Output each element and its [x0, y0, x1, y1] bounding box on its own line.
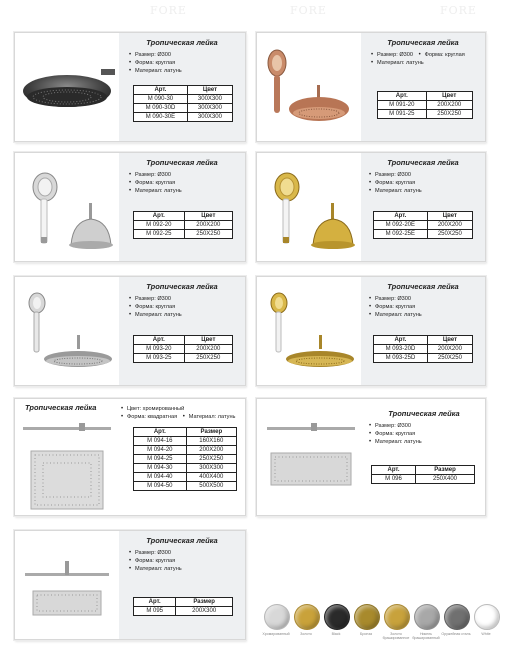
product-card-m094: [14, 398, 246, 516]
feature-item: • Форма: круглая: [369, 303, 485, 311]
spec-table: [133, 335, 233, 363]
feature-item: • Размер: Ø300: [129, 171, 245, 179]
col-header-size: Размер: [176, 598, 233, 607]
spec-table: [373, 211, 473, 239]
table-cell: 200X200: [184, 221, 232, 230]
table-cell: M 093-20D: [374, 345, 428, 354]
copper-shower-set-icon: [257, 33, 361, 141]
table-row: [374, 354, 473, 363]
feature-item: • Материал: латунь: [129, 187, 245, 195]
feature-list: [121, 405, 245, 421]
table-cell: M 094-40: [134, 473, 187, 482]
table-cell: 200X300: [176, 607, 233, 616]
gold-shower-set-icon: [257, 277, 361, 385]
swatch-brushed-gold: [384, 604, 410, 630]
feature-item: • Размер: Ø300: [371, 51, 413, 59]
table-cell: M 090-30: [134, 95, 188, 104]
table-row: [374, 230, 473, 239]
feature-item: • Материал: латунь: [183, 413, 236, 421]
table-cell: 250X250: [186, 455, 236, 464]
table-cell: 250X250: [427, 230, 472, 239]
feature-item: • Материал: латунь: [369, 311, 485, 319]
product-image: [15, 153, 119, 261]
table-row: [134, 104, 233, 113]
feature-item: • Форма: круглая: [129, 303, 245, 311]
table-cell: 500X500: [186, 482, 236, 491]
product-title: Тропическая лейка: [25, 403, 97, 412]
product-info-panel: [361, 33, 485, 141]
feature-item: • Размер: Ø300: [129, 549, 245, 557]
feature-item: • Цвет: хромированный: [121, 405, 184, 413]
product-info-panel: [119, 277, 245, 385]
table-row: [374, 221, 473, 230]
feature-list: [129, 171, 245, 195]
feature-item: • Форма: круглая: [369, 430, 485, 438]
col-header-color: Цвет: [187, 86, 232, 95]
table-cell: 160X160: [186, 437, 236, 446]
table-row: [134, 482, 237, 491]
spec-table: [133, 85, 233, 122]
feature-item: • Размер: Ø300: [129, 51, 245, 59]
col-header-art: Арт.: [134, 212, 185, 221]
swatch-gunmetal: [444, 604, 470, 630]
col-header-color: Цвет: [427, 212, 472, 221]
table-cell: M 096: [372, 475, 416, 484]
product-title: Тропическая лейка: [146, 282, 218, 291]
feature-item: • Размер: Ø300: [369, 171, 485, 179]
col-header-art: Арт.: [134, 428, 187, 437]
rectangular-shower-head-icon: [259, 407, 363, 507]
col-header-color: Цвет: [184, 336, 232, 345]
col-header-art: Арт.: [374, 336, 428, 345]
product-card-m093: [14, 276, 246, 386]
table-row: [134, 230, 233, 239]
product-image: [257, 33, 361, 141]
table-row: [134, 473, 237, 482]
swatch-bronze: [354, 604, 380, 630]
col-header-color: Цвет: [427, 336, 472, 345]
table-row: [372, 475, 475, 484]
watermark-2: FORE: [290, 4, 327, 17]
swatch-gold: [294, 604, 320, 630]
product-card-m092e: [256, 152, 486, 262]
col-header-art: Арт.: [378, 92, 427, 101]
spec-table: [133, 427, 237, 491]
swatch-label: Оружейная сталь: [441, 632, 471, 636]
table-cell: M 092-20E: [374, 221, 428, 230]
feature-item: • Материал: латунь: [129, 311, 245, 319]
table-cell: M 095: [134, 607, 176, 616]
table-row: [134, 446, 237, 455]
table-row: [134, 437, 237, 446]
table-cell: M 093-25: [134, 354, 185, 363]
table-cell: M 094-25: [134, 455, 187, 464]
table-cell: M 093-20: [134, 345, 185, 354]
swatch-label: Бронза: [360, 632, 372, 636]
table-cell: M 094-30: [134, 464, 187, 473]
table-cell: 300X300: [187, 104, 232, 113]
table-row: [134, 464, 237, 473]
swatch-label: Хромированный: [262, 632, 290, 636]
col-header-size: Размер: [416, 466, 475, 475]
product-title: Тропическая лейка: [387, 282, 459, 291]
table-cell: 250X250: [184, 230, 232, 239]
product-title: Тропическая лейка: [387, 38, 459, 47]
table-row: [134, 95, 233, 104]
product-info-panel: [363, 399, 485, 515]
table-row: [134, 354, 233, 363]
feature-item: • Форма: круглая: [129, 179, 245, 187]
spec-table: [133, 211, 233, 239]
chrome-shower-set-icon: [15, 277, 119, 385]
swatch-label: Золото: [300, 632, 312, 636]
feature-item: • Размер: Ø300: [369, 295, 485, 303]
table-cell: 300X300: [187, 113, 232, 122]
feature-item: • Размер: Ø300: [129, 295, 245, 303]
product-card-m093d: [256, 276, 486, 386]
product-image: [15, 277, 119, 385]
product-image: [257, 277, 361, 385]
col-header-art: Арт.: [134, 336, 185, 345]
feature-item: • Форма: круглая: [369, 179, 485, 187]
feature-list: [369, 422, 485, 446]
square-shower-head-icon: [19, 413, 123, 513]
table-cell: M 094-50: [134, 482, 187, 491]
product-info-panel: [119, 153, 245, 261]
table-row: [134, 345, 233, 354]
table-cell: 200X200: [186, 446, 236, 455]
color-swatches: [262, 604, 508, 656]
col-header-art: Арт.: [372, 466, 416, 475]
feature-list: [129, 295, 245, 319]
col-header-color: Цвет: [426, 92, 472, 101]
feature-item: • Форма: квадратная: [121, 413, 177, 421]
table-cell: M 091-20: [378, 101, 427, 110]
swatch-brushed-nickel: [414, 604, 440, 630]
product-info-panel: [361, 153, 485, 261]
swatch-label: White: [481, 632, 491, 636]
feature-list: [369, 171, 485, 195]
table-cell: 200X200: [184, 345, 232, 354]
swatch-label: Black: [331, 632, 341, 636]
feature-item: • Материал: латунь: [369, 187, 485, 195]
swatch-white: [474, 604, 500, 630]
table-cell: M 092-20: [134, 221, 185, 230]
table-cell: 250X250: [427, 354, 472, 363]
col-header-art: Арт.: [374, 212, 428, 221]
product-title: Тропическая лейка: [388, 409, 460, 418]
table-row: [378, 110, 473, 119]
col-header-art: Арт.: [134, 86, 188, 95]
table-cell: M 090-30E: [134, 113, 188, 122]
table-cell: M 092-25E: [374, 230, 428, 239]
spec-table: [133, 597, 233, 616]
chrome-shower-set-icon: [15, 153, 119, 261]
col-header-size: Размер: [186, 428, 236, 437]
table-cell: 300X300: [187, 95, 232, 104]
table-row: [134, 113, 233, 122]
table-cell: 250X250: [426, 110, 472, 119]
product-info-panel: [361, 277, 485, 385]
table-row: [134, 607, 233, 616]
feature-list: [129, 549, 245, 573]
table-cell: 300X300: [186, 464, 236, 473]
swatch-label: Золото брашированное: [382, 632, 410, 640]
swatch-black: [324, 604, 350, 630]
table-cell: 250X250: [184, 354, 232, 363]
watermark-3: FORE: [440, 4, 477, 17]
rectangular-shower-head-icon: [15, 531, 119, 639]
feature-item: • Материал: латунь: [371, 59, 424, 67]
spec-table: [377, 91, 473, 119]
product-image: [15, 531, 119, 639]
table-row: [374, 345, 473, 354]
watermark-1: FORE: [150, 4, 187, 17]
product-card-m096: [256, 398, 486, 516]
feature-item: • Материал: латунь: [369, 438, 485, 446]
table-row: [378, 101, 473, 110]
product-title: Тропическая лейка: [146, 158, 218, 167]
product-info-panel: [119, 531, 245, 639]
product-image: [257, 153, 361, 261]
table-cell: M 094-20: [134, 446, 187, 455]
col-header-color: Цвет: [184, 212, 232, 221]
table-row: [134, 221, 233, 230]
round-shower-head-icon: [15, 33, 119, 141]
table-cell: 200X200: [427, 345, 472, 354]
product-card-m092: [14, 152, 246, 262]
product-title: Тропическая лейка: [387, 158, 459, 167]
product-title: Тропическая лейка: [146, 536, 218, 545]
feature-item: • Материал: латунь: [129, 67, 245, 75]
product-card-m091: [256, 32, 486, 142]
table-row: [134, 455, 237, 464]
feature-item: • Форма: круглая: [129, 557, 245, 565]
spec-table: [371, 465, 475, 484]
table-cell: M 090-30D: [134, 104, 188, 113]
product-card-m090: [14, 32, 246, 142]
product-info-panel: [119, 33, 245, 141]
table-cell: M 093-25D: [374, 354, 428, 363]
product-title: Тропическая лейка: [146, 38, 218, 47]
feature-item: • Форма: круглая: [419, 51, 465, 59]
feature-list: [371, 51, 481, 67]
feature-item: • Размер: Ø300: [369, 422, 485, 430]
swatch-label: Никель брашированный: [412, 632, 440, 640]
table-cell: 250X400: [416, 475, 475, 484]
feature-item: • Материал: латунь: [129, 565, 245, 573]
table-cell: M 094-16: [134, 437, 187, 446]
table-cell: 200X200: [427, 221, 472, 230]
feature-list: [129, 51, 245, 75]
table-cell: M 091-25: [378, 110, 427, 119]
swatch-chrome: [264, 604, 290, 630]
spec-table: [373, 335, 473, 363]
product-card-m095: [14, 530, 246, 640]
table-cell: 200X200: [426, 101, 472, 110]
feature-item: • Форма: круглая: [129, 59, 245, 67]
gold-shower-set-icon: [257, 153, 361, 261]
table-cell: 400X400: [186, 473, 236, 482]
col-header-art: Арт.: [134, 598, 176, 607]
table-cell: M 092-25: [134, 230, 185, 239]
feature-list: [369, 295, 485, 319]
product-image: [15, 33, 119, 141]
